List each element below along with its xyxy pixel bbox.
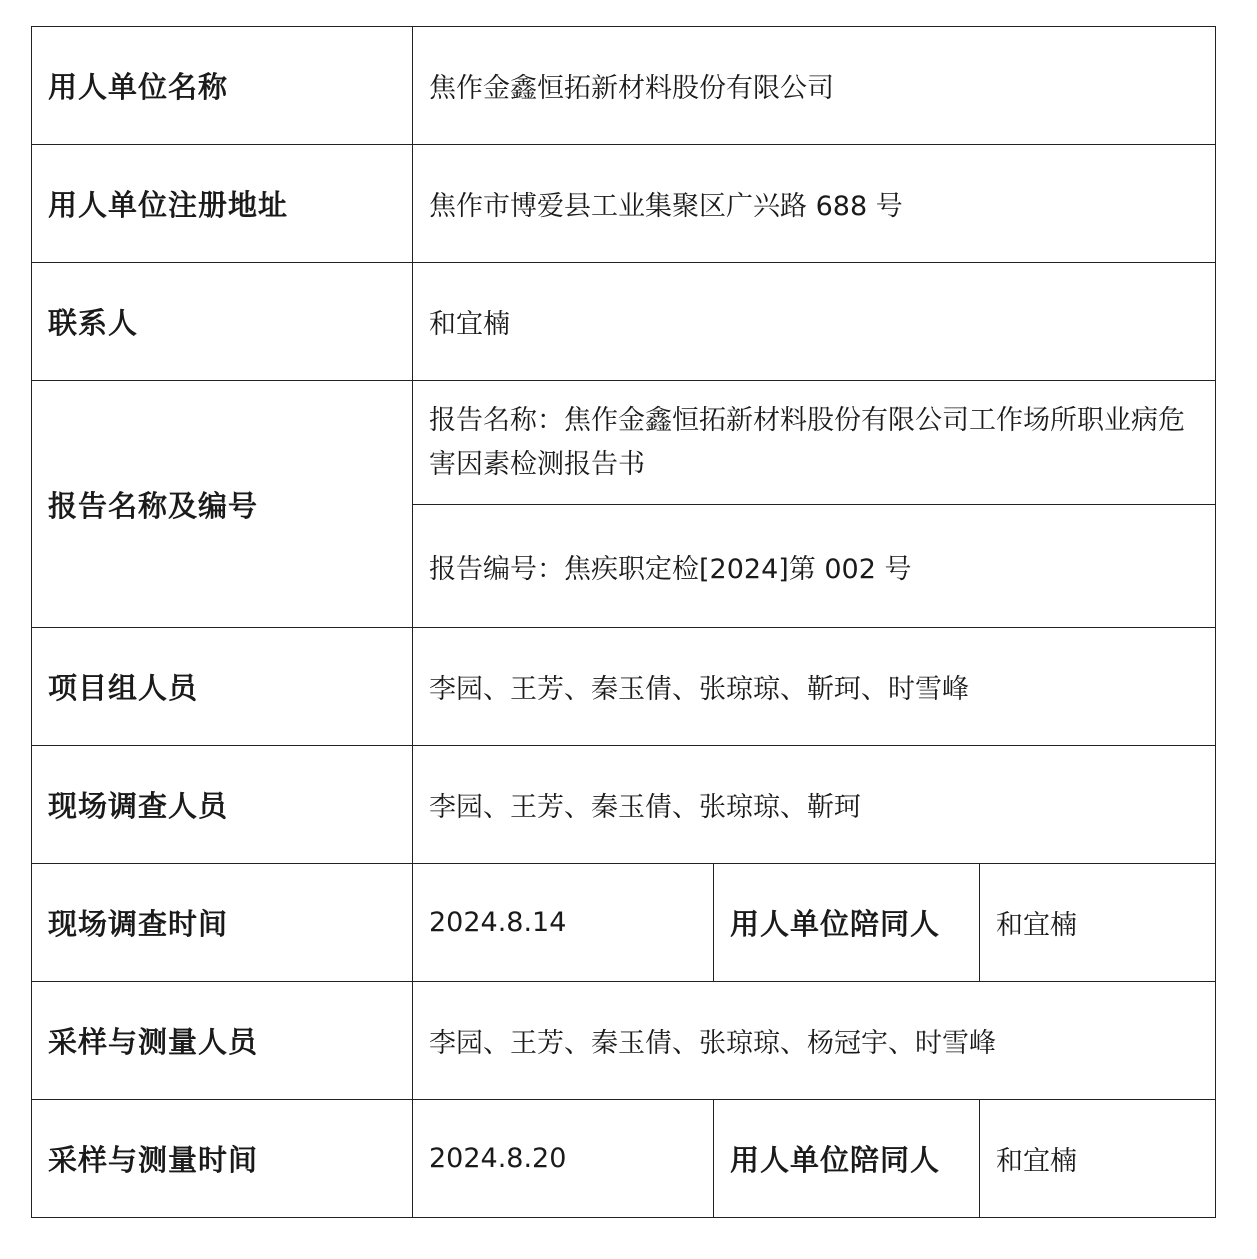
employer-name-label: 用人单位名称: [32, 27, 413, 145]
project-team-value: 李园、王芳、秦玉倩、张琼琼、靳珂、时雪峰: [413, 628, 1216, 746]
project-team-label: 项目组人员: [32, 628, 413, 746]
report-name-value: 报告名称：焦作金鑫恒拓新材料股份有限公司工作场所职业病危害因素检测报告书: [413, 381, 1216, 505]
row-employer-address: [32, 145, 1216, 263]
sampling-companion-value: 和宜楠: [980, 1100, 1216, 1218]
sampling-time-value: 2024.8.20: [413, 1100, 714, 1218]
contact-label: 联系人: [32, 263, 413, 381]
employer-address-value: 焦作市博爱县工业集聚区广兴路 688 号: [413, 145, 1216, 263]
survey-time-value: 2024.8.14: [413, 864, 714, 982]
survey-staff-value: 李园、王芳、秦玉倩、张琼琼、靳珂: [413, 746, 1216, 864]
row-contact: [32, 263, 1216, 381]
sampling-companion-label: 用人单位陪同人: [714, 1100, 980, 1218]
row-employer-name: [32, 27, 1216, 145]
sampling-time-label: 采样与测量时间: [32, 1100, 413, 1218]
survey-staff-label: 现场调查人员: [32, 746, 413, 864]
report-info-table: [31, 26, 1216, 1218]
employer-address-label: 用人单位注册地址: [32, 145, 413, 263]
survey-companion-label: 用人单位陪同人: [714, 864, 980, 982]
row-project-team: [32, 628, 1216, 746]
employer-name-value: 焦作金鑫恒拓新材料股份有限公司: [413, 27, 1216, 145]
sampling-staff-value: 李园、王芳、秦玉倩、张琼琼、杨冠宇、时雪峰: [413, 982, 1216, 1100]
survey-companion-value: 和宜楠: [980, 864, 1216, 982]
survey-time-label: 现场调查时间: [32, 864, 413, 982]
report-label: 报告名称及编号: [32, 381, 413, 628]
contact-value: 和宜楠: [413, 263, 1216, 381]
row-survey-staff: [32, 746, 1216, 864]
row-survey-time: [32, 864, 1216, 982]
row-sampling-staff: [32, 982, 1216, 1100]
row-sampling-time: [32, 1100, 1216, 1218]
row-report-name: [32, 381, 1216, 505]
report-number-value: 报告编号：焦疾职定检[2024]第 002 号: [413, 505, 1216, 628]
sampling-staff-label: 采样与测量人员: [32, 982, 413, 1100]
